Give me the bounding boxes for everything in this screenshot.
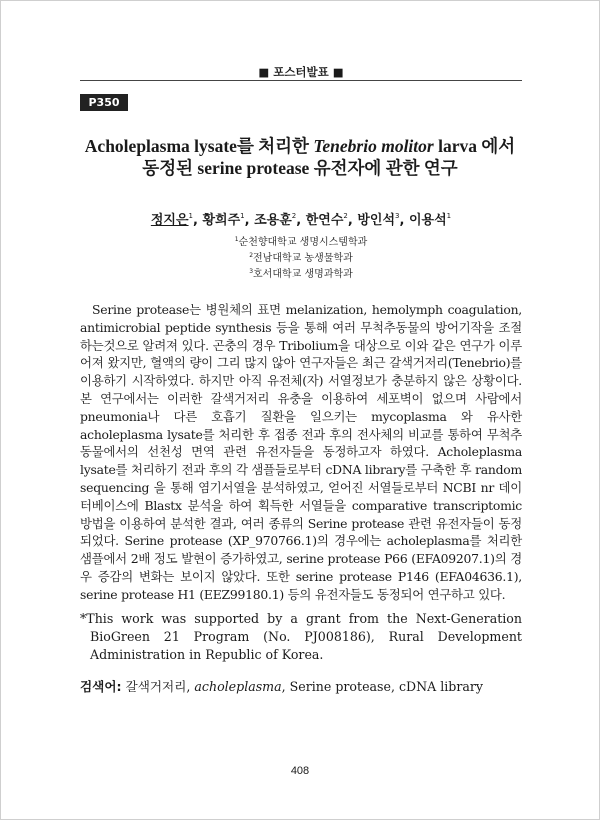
author-affil-mark: 1 xyxy=(240,212,245,220)
author-separator: , xyxy=(399,213,409,228)
keyword-text: 갈색거저리, xyxy=(121,679,195,694)
keywords-line xyxy=(80,676,522,695)
affiliation-text: 전남대학교 농생물학과 xyxy=(253,253,353,264)
poster-number-badge: P350 xyxy=(80,94,128,111)
author-affil-mark: 2 xyxy=(343,212,348,220)
author-affil-mark: 2 xyxy=(291,212,297,220)
author-affil-mark: 1 xyxy=(188,212,194,220)
author-separator: , xyxy=(347,213,358,228)
title-text-a: Acholeplasma lysate를 처리한 xyxy=(84,136,314,156)
affiliation-item xyxy=(80,233,522,249)
acknowledgement-note: *This work was supported by a grant from the Next-Generation BioGreen 21 Program (No. PJ008186), Rural Development Administration in Republic of Korea. xyxy=(80,611,522,662)
paper-title-line-2: 동정된 serine protease 유전자에 관한 연구 xyxy=(142,158,458,178)
author-name: 황희주 xyxy=(202,213,241,228)
author-separator: , xyxy=(193,213,203,228)
affiliation-mark: 1 xyxy=(234,236,239,243)
affiliation-item xyxy=(80,265,522,281)
keyword-text: , Serine protease, cDNA library xyxy=(281,679,483,694)
paper-title-line-1 xyxy=(70,135,530,157)
header-divider xyxy=(80,80,522,81)
author-name: 조용훈 xyxy=(254,213,292,228)
author-affil-mark: 3 xyxy=(395,212,400,220)
author-list xyxy=(80,209,522,228)
author-separator: , xyxy=(296,213,306,228)
affiliation-list xyxy=(80,233,522,281)
keyword-italic: acholeplasma xyxy=(194,679,282,694)
author-name: 정지은 xyxy=(150,213,189,228)
author-name: 이용석 xyxy=(408,213,447,228)
author-separator: , xyxy=(244,213,255,228)
author-name: 방인석 xyxy=(357,213,396,228)
title-text-b: larva 에서 xyxy=(433,136,516,156)
affiliation-text: 순천향대학교 생명시스템학과 xyxy=(238,237,368,248)
section-header: ■ 포스터발표 ■ xyxy=(258,65,344,79)
author-affil-mark: 1 xyxy=(446,212,452,220)
page-number: 408 xyxy=(290,765,310,777)
affiliation-item xyxy=(80,249,522,265)
affiliation-mark: 2 xyxy=(249,252,254,259)
abstract-body: Serine protease는 병원체의 표면 melanization, hemolymph coagulation, antimicrobial peptide synthesis 등을 통해 여러 무척추동물의 방어기작을 조절하는것으로 알려져 있다. 곤충의 경우 Tribolium을 대상으로 이와 같은 연구가 이루어져 왔지만, 혈액의 량이 그리 많지 않아 연구자들은 최근 갈색거저리(Tenebrio)를 이용하기 시작하였다. 하지만 아직 유전체(자) 서열정보가 충분하지 않은 상황이다. 본 연구에서는 이러한 갈색거저리 유충을 이용하여 세포벽이 없으며 사람에서 pneumonia나 다른 호흡기 질환을 일으키는 mycoplasma 와 유사한 acholeplasma lysate를 처리한 후 접종 전과 후의 전사체의 비교를 통하여 무척추 동물에서의 선천성 면역 관련 유전자들을 동정하고자 하였다. Acholeplasma lysate를 처리하기 전과 후의 각 샘플들로부터 cDNA library를 구축한 후 random sequencing 을 통해 염기서열을 분석하였고, 얻어진 서열들로부터 NCBI nr 데이터베이스에 Blastx 분석을 하여 획득한 서열들을 comparative transcriptomic 방법을 이용하여 분석한 결과, 여러 종류의 Serine protease 관련 유전자들이 동정되었다. Serine protease (XP_970766.1)의 경우에는 acholeplasma를 처리한 샘플에서 2배 정도 발현이 증가하였고, serine protease P66 (EFA09207.1)의 경우 증감의 변화는 보이지 않았다. 또한 serine protease P146 (EFA04636.1), serine protease H1 (EEZ99180.1) 등의 유전자들도 동정되어 연구하고 있다. xyxy=(80,302,522,602)
affiliation-text: 호서대학교 생명과학과 xyxy=(253,269,353,280)
title-species-name: Tenebrio molitor xyxy=(313,136,434,156)
keywords-label: 검색어: xyxy=(80,679,122,694)
author-name: 한연수 xyxy=(305,213,344,228)
affiliation-mark: 3 xyxy=(249,268,254,275)
